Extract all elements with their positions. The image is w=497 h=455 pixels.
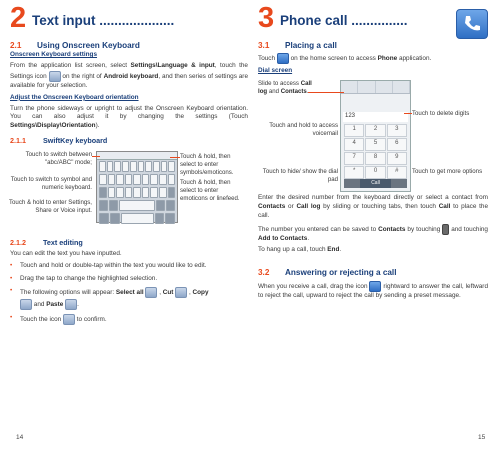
callout-slide: Slide to access Call log and Contacts. xyxy=(258,80,312,96)
settings-icon xyxy=(49,71,61,82)
keyboard-image xyxy=(96,151,178,223)
paragraph: Touch on the home screen to access Phone application. xyxy=(258,53,488,64)
dial-key: # xyxy=(387,166,407,179)
section-heading xyxy=(10,40,248,51)
dial-key: 8 xyxy=(365,152,385,165)
left-page xyxy=(10,0,248,455)
paragraph: When you receive a call, drag the icon rightward to answer the call, leftward to reject the call, upward to reject the call by sending a preset message. xyxy=(258,281,488,301)
callout-hide-dialpad: Touch to hide/ show the dial pad xyxy=(262,168,338,184)
chapter-header xyxy=(10,0,248,38)
chapter-number: 3 xyxy=(258,2,275,34)
select-all-icon xyxy=(145,287,157,298)
callout-symbols: Touch & hold, then select to enter symbols/emoticons. xyxy=(180,153,234,176)
chapter-number: 2 xyxy=(10,2,27,34)
section-heading: 3.1 Placing a call xyxy=(258,41,337,50)
callout-line xyxy=(92,156,100,157)
incoming-call-icon xyxy=(369,281,381,292)
section-number: 2.1 xyxy=(10,41,22,50)
dial-key: 2 xyxy=(365,124,385,137)
subheading: Adjust the Onscreen Keyboard orientation xyxy=(10,93,139,101)
cut-icon xyxy=(175,287,187,298)
callout-delete: Touch to delete digits xyxy=(412,110,470,118)
subheading: Dial screen xyxy=(258,67,293,75)
dial-key: 4 xyxy=(344,138,364,151)
subheading: Onscreen Keyboard settings xyxy=(10,51,98,59)
callout-line xyxy=(308,92,344,93)
section-heading: 3.2 Answering or rejecting a call xyxy=(258,268,397,278)
dial-screen-figure xyxy=(258,78,488,192)
dial-screen-image xyxy=(340,80,411,192)
chapter-header xyxy=(258,0,488,38)
callout-line xyxy=(170,157,180,158)
dial-key: 0 xyxy=(365,166,385,179)
title-dots: .................... xyxy=(99,13,175,28)
callout-switch-abc: Touch to switch between "abc/ABC" mode; xyxy=(25,151,92,166)
dial-key: 9 xyxy=(387,152,407,165)
paragraph: You can edit the text you have inputted. xyxy=(10,250,122,257)
copy-icon xyxy=(20,299,32,310)
callout-hold-settings: Touch & hold to enter Settings, Share or Voice input. xyxy=(9,199,92,214)
keyboard-figure xyxy=(10,149,248,233)
dial-key: 5 xyxy=(365,138,385,151)
bullet-item: • The following options will appear: Select all , Cut , Copy and Paste . xyxy=(10,287,248,309)
dial-key: 3 xyxy=(387,124,407,137)
confirm-icon xyxy=(63,314,75,325)
chapter-title xyxy=(32,12,174,31)
dial-pad xyxy=(341,124,410,179)
phone-icon xyxy=(456,9,488,39)
dial-key: 7 xyxy=(344,152,364,165)
callout-line xyxy=(404,113,412,114)
page-number-right: 15 xyxy=(478,434,486,441)
bullet-item: • Touch the icon to confirm. xyxy=(10,314,248,325)
paragraph: The number you entered can be saved to Contacts by touching and touching Add to Contacts. xyxy=(258,224,488,244)
chapter-title: Phone call ............... xyxy=(280,13,408,28)
call-button: Call xyxy=(360,179,392,188)
bullet-item: • Touch and hold or double-tap within the text you would like to edit. xyxy=(10,262,248,271)
callout-more-options: Touch to get more options xyxy=(412,168,483,176)
dialed-number: 123 xyxy=(343,112,408,122)
dial-key: 1 xyxy=(344,124,364,137)
callout-switch-symbol: Touch to switch to symbol and numeric keyboard. xyxy=(10,176,92,191)
callout-voicemail: Touch and hold to access voicemail xyxy=(269,122,338,138)
paragraph: Turn the phone sideways or upright to adjust the Onscreen Keyboard orientation. You can also adjust it by changing the settings (Touch Settings\Display\Orientation). xyxy=(10,104,248,130)
page-number-left: 14 xyxy=(16,434,24,441)
dial-key: 6 xyxy=(387,138,407,151)
paste-icon xyxy=(65,299,77,310)
subsection-heading: 2.1.1 SwiftKey keyboard xyxy=(10,136,108,146)
callout-linefeed: Touch & hold, then select to enter emoticons or linefeed. xyxy=(180,179,240,202)
subsection-heading: 2.1.2 Text editing xyxy=(10,238,83,248)
paragraph: From the application list screen, select Settings\Language & input, touch the Settings icon on the right of Android keyboard, and then series of settings are available for your selection. xyxy=(10,62,248,89)
paragraph: To hang up a call, touch End. xyxy=(258,246,342,254)
paragraph: Enter the desired number from the keyboard directly or select a contact from Contacts or Call log by sliding or touching tabs, then touch Call to place the call. xyxy=(258,194,489,219)
chapter-title-text: Text input xyxy=(32,13,96,28)
dial-key: * xyxy=(344,166,364,179)
section-title: Using Onscreen Keyboard xyxy=(37,41,140,50)
phone-app-icon xyxy=(277,53,289,64)
bullet-item: • Drag the tap to change the highlighted selection. xyxy=(10,275,248,284)
right-page xyxy=(258,0,488,455)
